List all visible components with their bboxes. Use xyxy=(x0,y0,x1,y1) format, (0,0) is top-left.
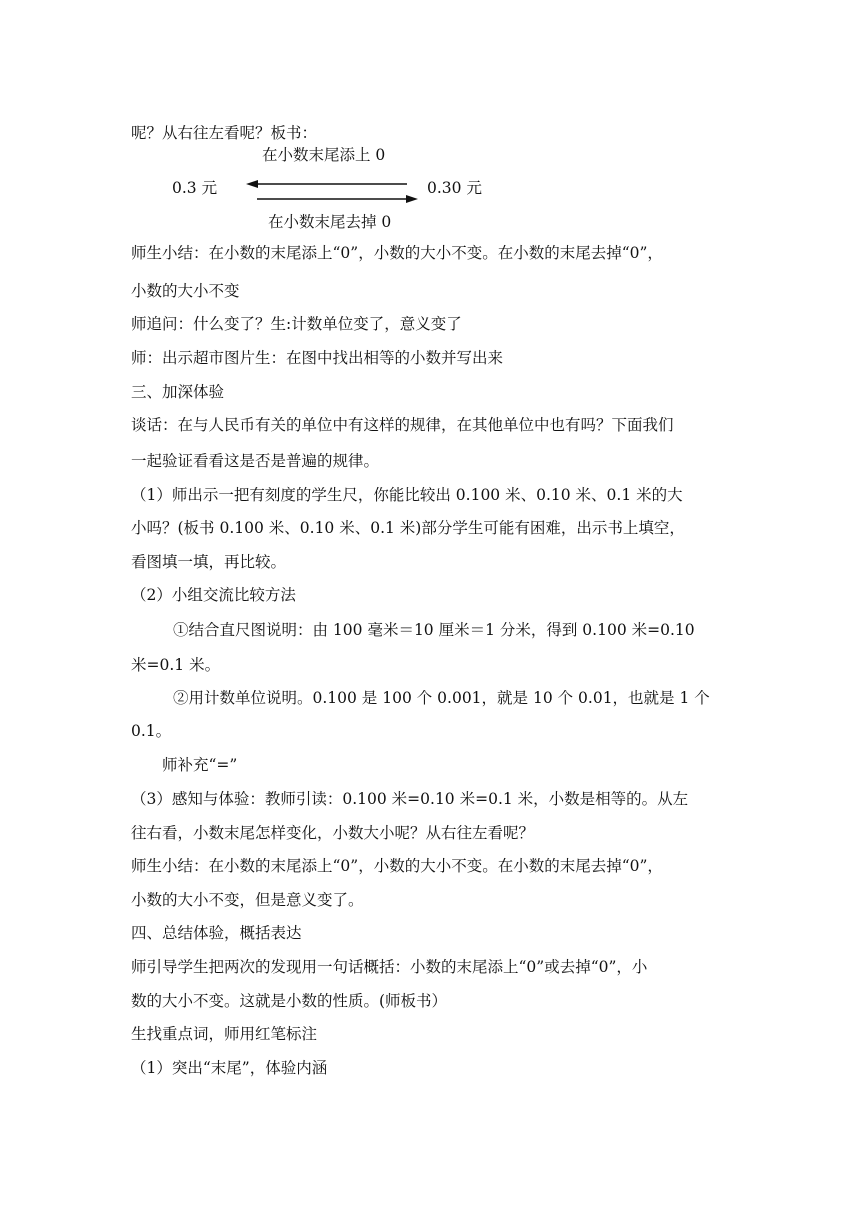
text-line: 看图填一填，再比较。 xyxy=(131,553,287,571)
arrow-left-icon xyxy=(246,180,407,188)
text-line: 小数的大小不变，但是意义变了。 xyxy=(131,891,364,909)
text-line: ②用计数单位说明。0.100 是 100 个 0.001，就是 10 个 0.01，也就是 1 个 xyxy=(173,689,710,707)
text-line: 生找重点词，师用红笔标注 xyxy=(131,1025,318,1043)
text-line: 米=0.1 米。 xyxy=(131,656,221,674)
diagram-bottom-label: 在小数末尾去掉 0 xyxy=(268,213,392,231)
text-line: 数的大小不变。这就是小数的性质。(师板书） xyxy=(131,992,448,1010)
section-heading: 三、加深体验 xyxy=(131,383,225,401)
diagram-top-label: 在小数末尾添上 0 xyxy=(262,146,386,164)
text-line: （2）小组交流比较方法 xyxy=(131,586,296,604)
diagram-right-value: 0.30 元 xyxy=(427,179,482,197)
arrow-right-icon xyxy=(257,195,418,203)
text-line: （1）师出示一把有刻度的学生尺，你能比较出 0.100 米、0.10 米、0.1 米的大 xyxy=(131,486,683,504)
text-line: 师补充“=” xyxy=(162,756,238,774)
text-line: 往右看，小数末尾怎样变化，小数大小呢？从右往左看呢？ xyxy=(131,824,535,842)
text-line: ①结合直尺图说明：由 100 毫米＝10 厘米＝1 分米，得到 0.100 米=0.10 xyxy=(173,621,695,639)
board-diagram xyxy=(0,0,860,240)
text-line: 师引导学生把两次的发现用一句话概括：小数的末尾添上“0”或去掉“0”，小 xyxy=(131,958,648,976)
text-line: 一起验证看看这是否是普遍的规律。 xyxy=(131,452,380,470)
text-line: 师生小结：在小数的末尾添上“0”，小数的大小不变。在小数的末尾去掉“0”， xyxy=(131,857,663,875)
text-line: 师追问：什么变了？生:计数单位变了，意义变了 xyxy=(131,315,462,333)
text-line: 小吗？(板书 0.100 米、0.10 米、0.1 米)部分学生可能有困难，出示书上填空， xyxy=(131,519,685,537)
text-line: 呢？从右往左看呢？板书： xyxy=(131,124,318,142)
text-line: 师：出示超市图片生：在图中找出相等的小数并写出来 xyxy=(131,349,504,367)
diagram-left-value: 0.3 元 xyxy=(172,179,218,197)
text-line: 0.1。 xyxy=(131,722,172,740)
section-heading: 四、总结体验，概括表达 xyxy=(131,924,302,942)
text-line: 谈话：在与人民币有关的单位中有这样的规律，在其他单位中也有吗？下面我们 xyxy=(131,416,674,434)
text-line: （1）突出“末尾”，体验内涵 xyxy=(131,1059,328,1077)
text-line: 小数的大小不变 xyxy=(131,282,240,300)
text-line: （3）感知与体验：教师引读：0.100 米=0.10 米=0.1 米，小数是相等的。从左 xyxy=(131,790,689,808)
text-line: 师生小结：在小数的末尾添上“0”，小数的大小不变。在小数的末尾去掉“0”， xyxy=(131,244,663,262)
